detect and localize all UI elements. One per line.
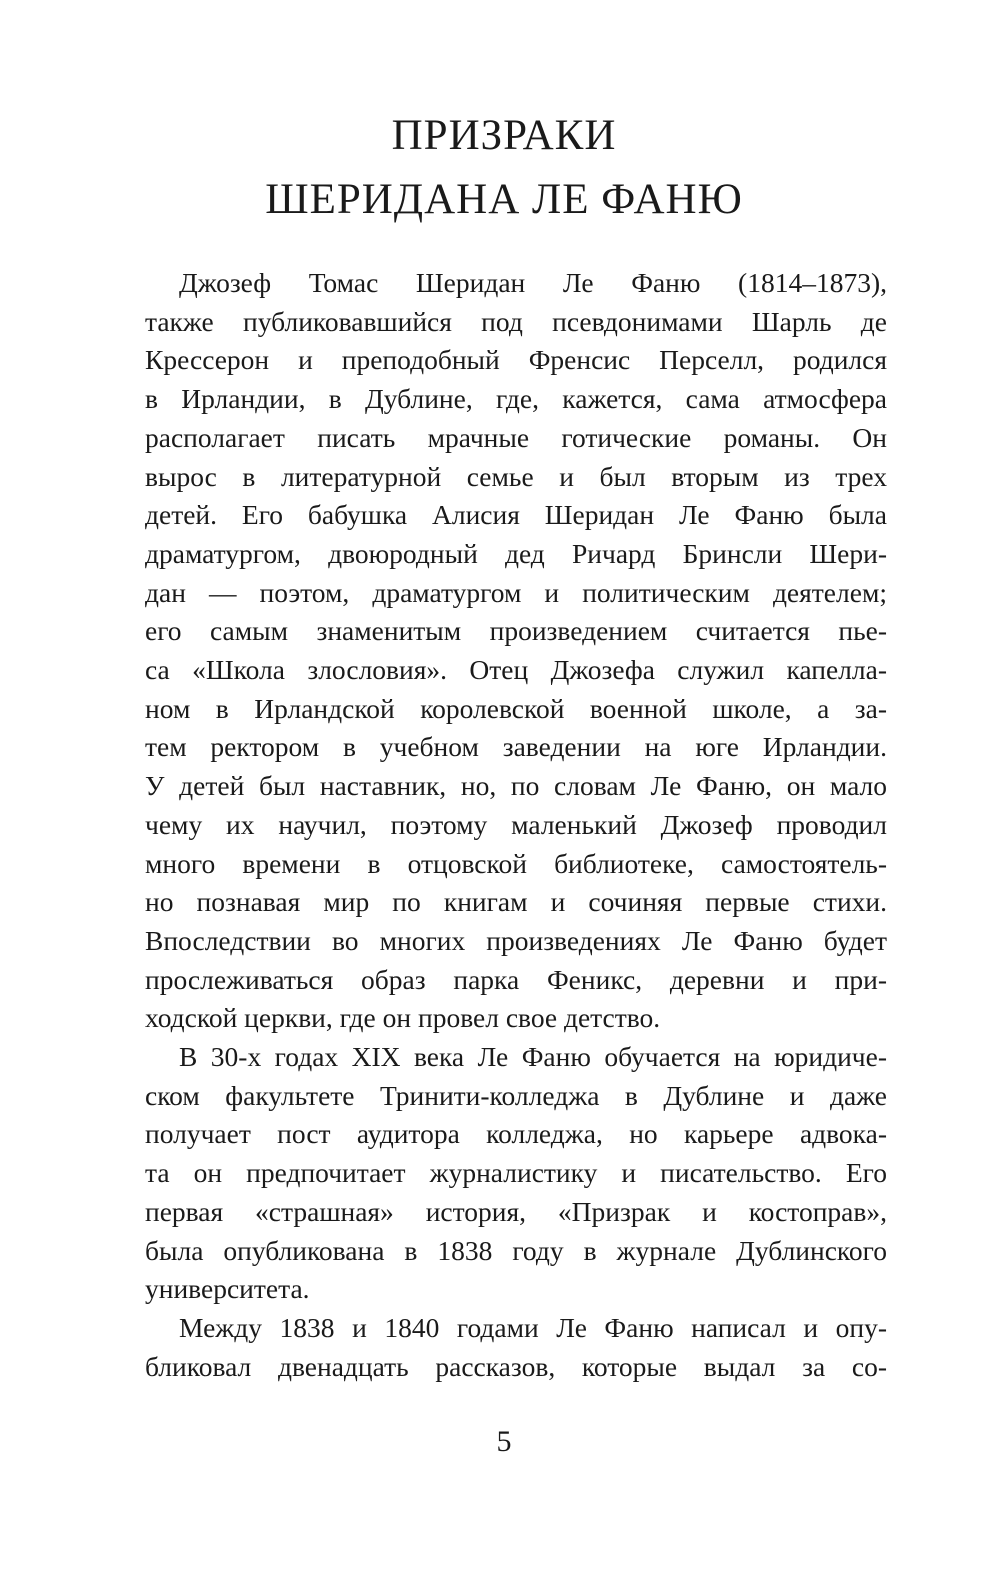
text-line: В 30-х годах XIX века Ле Фаню обучается на юридиче-: [179, 1041, 887, 1073]
body-text: [145, 264, 887, 1386]
text-line: тем ректором в учебном заведении на юге Ирландии.: [145, 731, 887, 763]
text-line: Впоследствии во многих произведениях Ле Фаню будет: [145, 924, 887, 956]
text-line: детей. Его бабушка Алисия Шеридан Ле Фаню была: [145, 499, 887, 531]
text-line: прослеживаться образ парка Феникс, деревни и при-: [145, 963, 887, 995]
text-line: ном в Ирландской королевской военной школе, а за-: [145, 692, 887, 724]
text-line: вырос в литературной семье и был вторым из трех: [145, 460, 887, 492]
text-line: много времени в отцовской библиотеке, самостоятель-: [145, 847, 887, 879]
paragraph: [145, 1309, 887, 1386]
text-line: ходской церкви, где он провел свое детство.: [145, 1002, 661, 1034]
text-line: получает пост аудитора колледжа, но карьере адвока-: [145, 1118, 887, 1150]
chapter-title-line: ПРИЗРАКИ: [391, 112, 617, 159]
text-line: в Ирландии, в Дублине, где, кажется, сама атмосфера: [145, 383, 887, 415]
text-line: Джозеф Томас Шеридан Ле Фаню (1814–1873),: [179, 267, 887, 298]
page-number: 5: [496, 1425, 512, 1458]
text-line: са «Школа злословия». Отец Джозефа служил капелла-: [145, 654, 887, 686]
chapter-title-line: ШЕРИДАНА ЛЕ ФАНЮ: [265, 176, 743, 223]
text-line: Крессерон и преподобный Френсис Перселл, родился: [145, 344, 887, 376]
chapter-title: [0, 104, 1008, 232]
paragraph: [145, 264, 887, 1038]
text-line: была опубликована в 1838 году в журнале Дублинского: [145, 1234, 887, 1266]
text-line: университета.: [145, 1273, 310, 1305]
text-line: его самым знаменитым произведением считается пье-: [145, 615, 887, 647]
text-line: первая «страшная» история, «Призрак и костоправ»,: [145, 1195, 887, 1227]
text-line: драматургом, двоюродный дед Ричард Бринсли Шери-: [145, 537, 887, 569]
text-line: бликовал двенадцать рассказов, которые выдал за со-: [145, 1350, 887, 1382]
text-line: У детей был наставник, но, по словам Ле Фаню, он мало: [145, 770, 887, 802]
text-line: также публиковавшийся под псевдонимами Шарль де: [145, 305, 887, 337]
text-line: ском факультете Тринити-колледжа в Дублине и даже: [145, 1079, 887, 1111]
text-line: но познавая мир по книгам и сочиняя первые стихи.: [145, 886, 887, 918]
text-line: Между 1838 и 1840 годами Ле Фаню написал и опу-: [179, 1311, 887, 1343]
paragraph: [145, 1038, 887, 1309]
text-line: располагает писать мрачные готические романы. Он: [145, 421, 887, 453]
text-line: та он предпочитает журналистику и писательство. Его: [145, 1157, 887, 1189]
text-line: чему их научил, поэтому маленький Джозеф проводил: [145, 808, 887, 840]
text-line: дан — поэтом, драматургом и политическим деятелем;: [145, 576, 887, 608]
